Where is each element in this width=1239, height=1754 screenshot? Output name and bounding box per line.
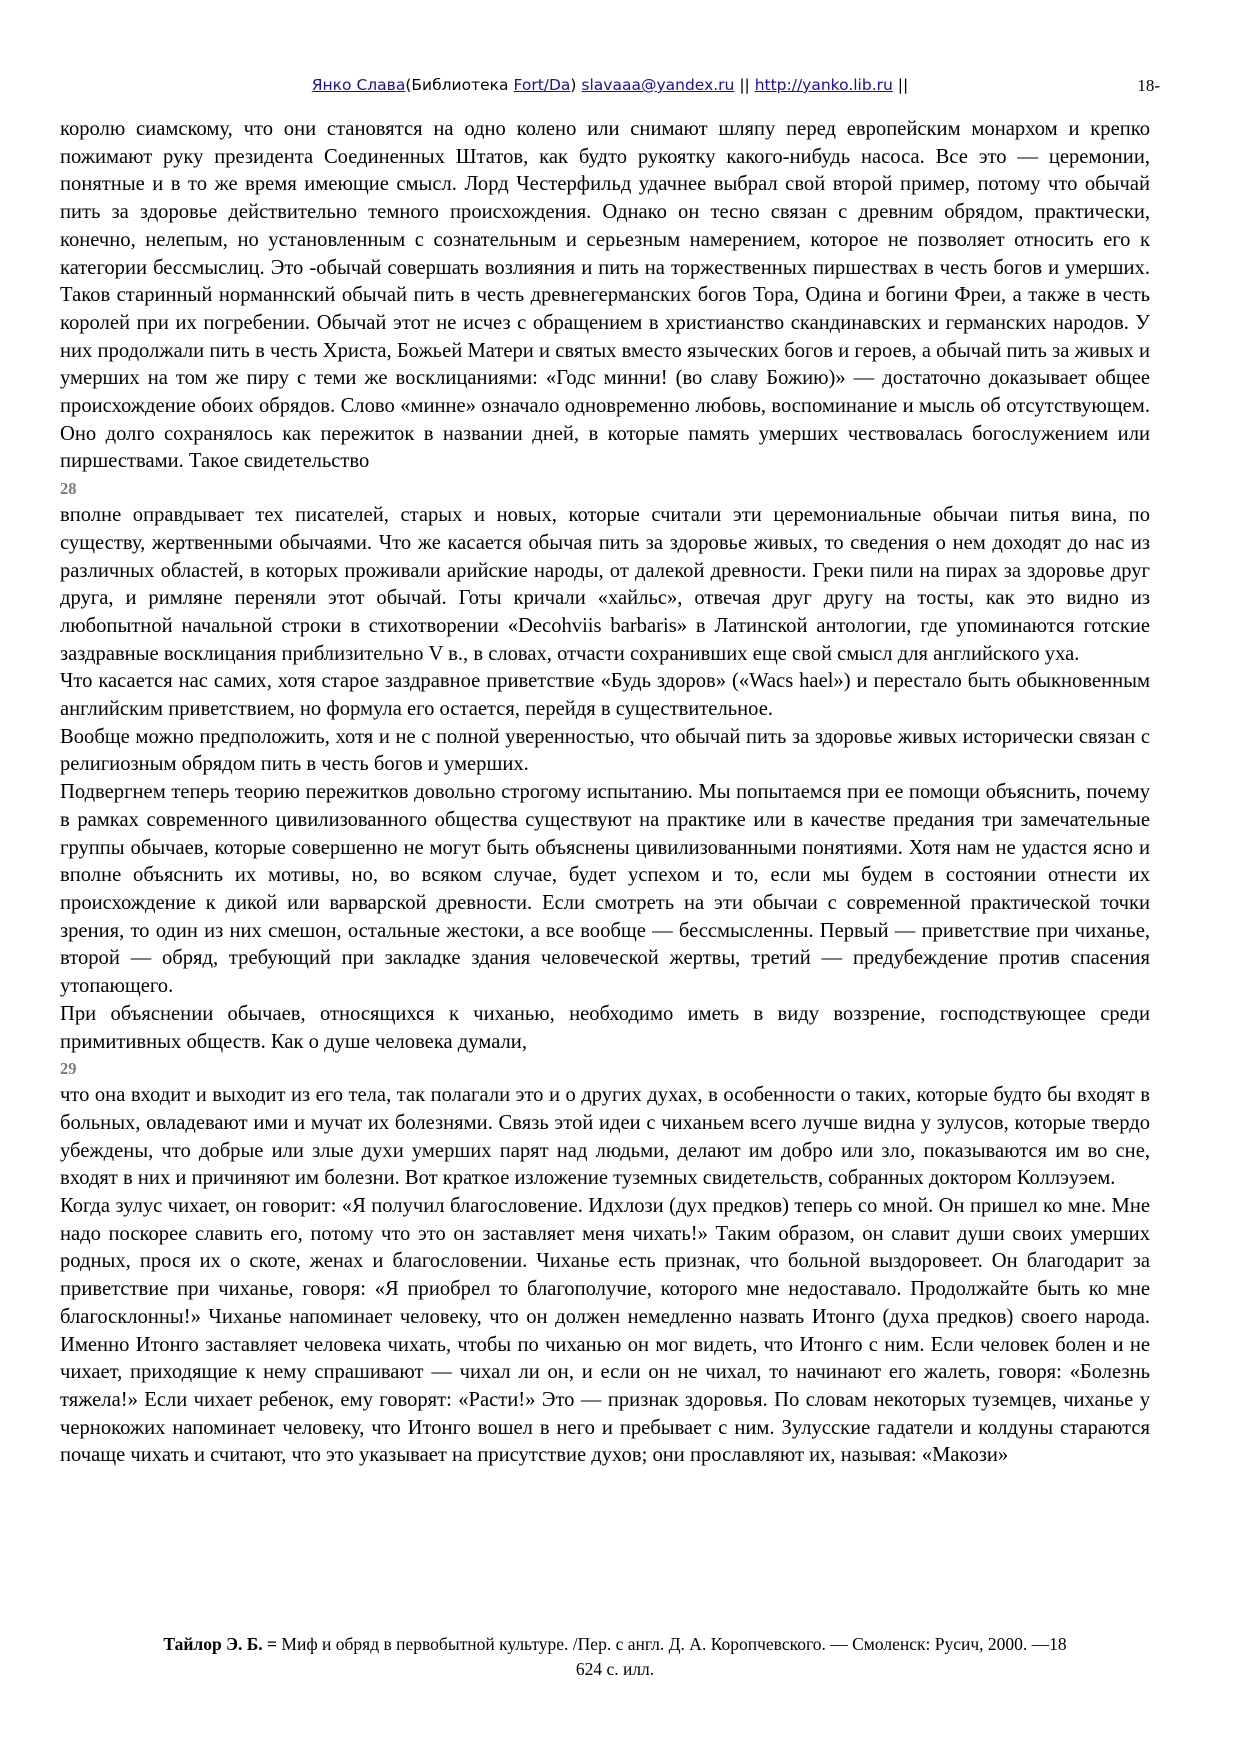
- email-link[interactable]: slavaaa@yandex.ru: [581, 76, 735, 94]
- page-footer: [60, 1632, 1170, 1682]
- footer-page-number: 18: [1049, 1634, 1067, 1654]
- footer-pages: 624 с. илл.: [575, 1659, 655, 1679]
- header-separator: ||: [739, 76, 750, 94]
- paragraph: королю сиамскому, что они становятся на одно колено или снимают шляпу перед европейским монархом и крепко пожимают руку президента Соединенных Штатов, как будто рукоятку какого-нибудь насоса. Все это — церемонии, понятные и в то же время имеющие смысл. Лорд Честерфильд удачнее выбрал свой второй пример, потому что обычай пить за здоровье действительно темного происхождения. Однако он тесно связан с древним обрядом, практически, конечно, нелепым, но установленным с сознательным и серьезным намерением, которое не позволяет относить его к категории бессмыслиц. Это -обычай совершать возлияния и пить на торжественных пиршествах в честь богов и умерших. Таков старинный норманнский обычай пить в честь древнегерманских богов Тора, Одина и богини Фреи, а также в честь королей при их погребении. Обычай этот не исчез с обращением в христианство скандинавских и германских народов. У них продолжали пить в честь Христа, Божьей Матери и святых вместо языческих богов и героев, а обычай пить за живых и умерших на том же пиру с теми же восклицаниями: «Годс минни! (во славу Божию)» — достаточно доказывает общее происхождение обоих обрядов. Слово «минне» означало одновременно любовь, воспоминание и мысль об отсутствующем. Оно долго сохранялось как пережиток в названии дней, в которые память умерших чествовалась богослужением или пиршествами. Такое свидетельство: [60, 118, 1150, 473]
- author-link[interactable]: Янко Слава: [311, 76, 406, 94]
- paragraph: Подвергнем теперь теорию пережитков довольно строгому испытанию. Мы попытаемся при ее помощи объяснить, почему в рамках современного цивилизованного общества существуют на практике или в качестве предания три замечательные группы обычаев, которые совершенно не могут быть объяснены цивилизованными понятиями. Хотя нам не удастся ясно и вполне объяснить их мотивы, но, во всяком случае, будет успехом и то, если мы будем в состоянии отнести их происхождение к дикой или варварской древности. Если смотреть на эти обычаи с современной практической точки зрения, то один из них смешон, остальные жестоки, а все вообще — бессмысленны. Первый — приветствие при чиханье, второй — обряд, требующий при закладке здания человеческой жертвы, третий — предубеждение против спасения утопающего.: [60, 781, 1150, 998]
- paragraph: Что касается нас самих, хотя старое заздравное приветствие «Будь здоров» («Wacs hael») и перестало быть обыкновенным английским приветствием, но формула его остается, перейдя в существительное.: [60, 670, 1150, 721]
- footer-citation-line: [60, 1632, 1170, 1657]
- paragraph: что она входит и выходит из его тела, так полагали это и о других духах, в особенности о таких, которые будто бы входят в больных, овладевают ими и мучат их болезнями. Связь этой идеи с чиханьем всего лучше видна у зулусов, которые твердо убеждены, что добрые или злые духи умерших парят над людьми, делают им добро или зло, показываются им во сне, входят в них и причиняют им болезни. Вот краткое изложение туземных свидетельств, собранных доктором Коллэуэем.: [60, 1084, 1150, 1190]
- paragraph: Когда зулус чихает, он говорит: «Я получил благословение. Идхлози (дух предков) теперь со мной. Он пришел ко мне. Мне надо поскорее славить его, потому что это он заставляет меня чихать!» Таким образом, он славит души своих умерших родных, прося их о скоте, женах и благословении. Чиханье есть признак, что больной выздоровеет. Он благодарит за приветствие при чиханье, говоря: «Я приобрел то благополучие, которого мне недоставало. Продолжайте быть ко мне благосклонны!» Чиханье напоминает человеку, что он должен немедленно назвать Итонго (духа предков) своего народа. Именно Итонго заставляет человека чихать, чтобы по чиханью он мог видеть, что Итонго с ним. Если человек болен и не чихает, приходящие к нему спрашивают — чихал ли он, и если он не чихал, то начинают его жалеть, говоря: «Болезнь тяжела!» Если чихает ребенок, ему говорят: «Расти!» Это — признак здоровья. По словам некоторых туземцев, чиханье у чернокожих напоминает человеку, что Итонго вошел в него и пребывает с ним. Зулусские гадатели и колдуны стараются почаще чихать и считают, что это указывает на присутствие духов; они прославляют их, называя: «Макози»: [60, 1195, 1150, 1467]
- page-header: [60, 76, 1160, 100]
- header-page-number: 18-: [1137, 76, 1160, 95]
- site-link[interactable]: http://yanko.lib.ru: [754, 76, 893, 94]
- book-page-number: 28: [60, 479, 77, 499]
- paragraph: При объяснении обычаев, относящихся к чиханью, необходимо иметь в виду воззрение, господствующее среди примитивных обществ. Как о душе человека думали,: [60, 1002, 1150, 1053]
- footer-author: Тайлор Э. Б. =: [163, 1634, 278, 1654]
- paragraph: вполне оправдывает тех писателей, старых и новых, которые считали эти церемониальные обычаи питья вина, по существу, жертвенными обычаями. Что же касается обычая пить за здоровье живых, то сведения о нем доходят до нас из различных областей, в которых проживали арийские народы, от далекой древности. Греки пили на пирах за здоровье друг друга, и римляне переняли этот обычай. Готы кричали «хайльс», отвечая друг другу на тосты, как это видно из любопытной начальной строки в стихотворении «Decohviis barbaris» в Латинской антологии, где упоминаются готские заздравные восклицания приблизительно V в., в словах, отчасти сохранивших еще свой смысл для английского уха.: [60, 504, 1150, 665]
- library-link[interactable]: Fort/Da: [513, 76, 571, 94]
- book-page-number: 29: [60, 1059, 77, 1079]
- library-suffix: ): [570, 76, 577, 94]
- footer-citation: Миф и обряд в первобытной культуре. /Пер. с англ. Д. А. Коропчевского. — Смоленск: Русич, 2000. —: [281, 1634, 1050, 1654]
- library-prefix: (Библиотека: [405, 76, 514, 94]
- document-body: [60, 116, 1150, 1470]
- header-line: [60, 76, 1160, 94]
- paragraph: Вообще можно предположить, хотя и не с полной уверенностью, что обычай пить за здоровье живых исторически связан с религиозным обрядом пить в честь богов и умерших.: [60, 725, 1150, 776]
- header-separator: ||: [897, 76, 909, 94]
